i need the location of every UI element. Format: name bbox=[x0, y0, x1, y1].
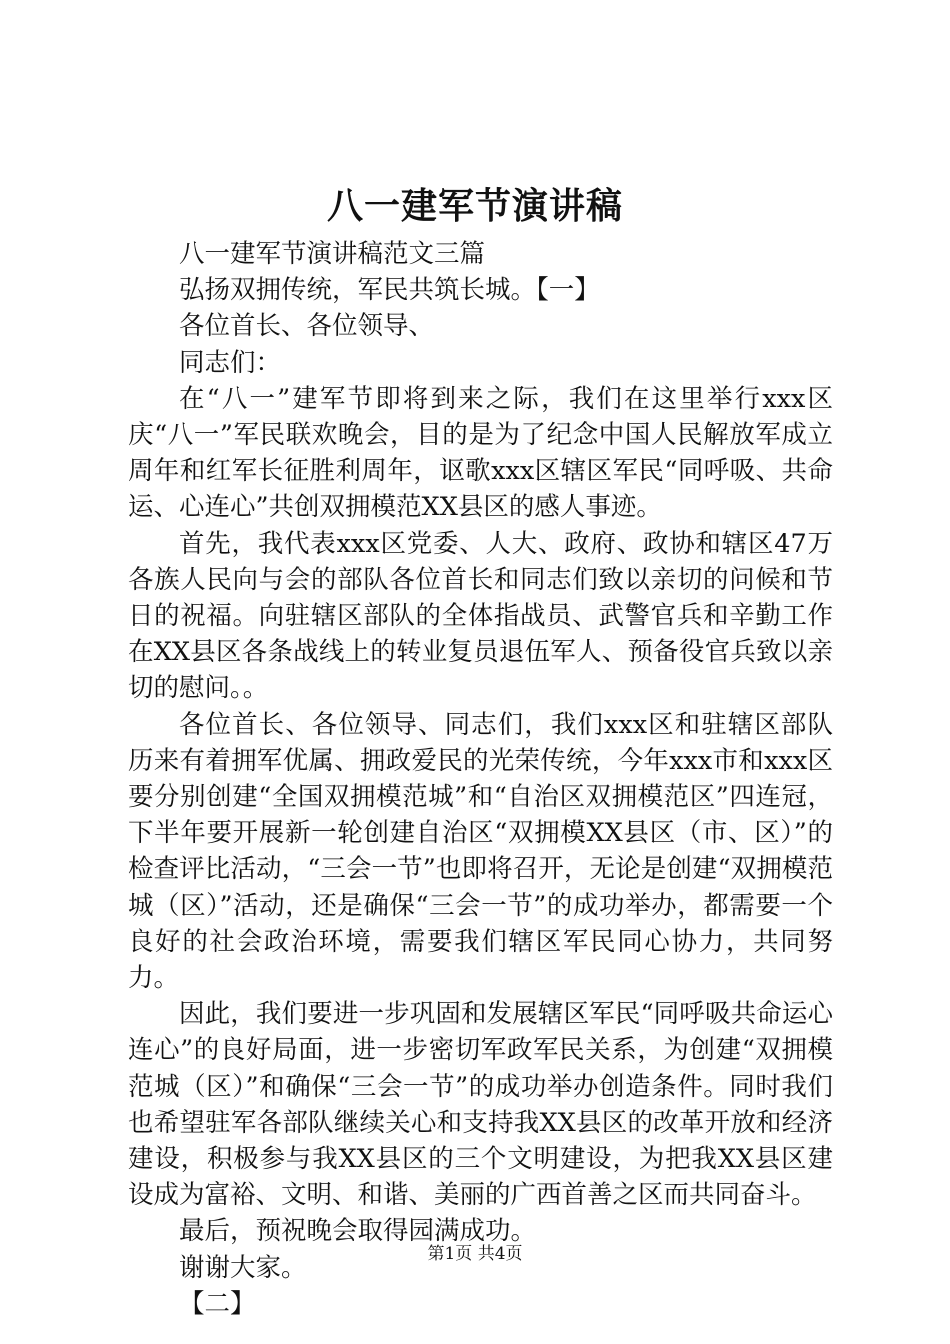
document-title: 八一建军节演讲稿 bbox=[326, 185, 623, 227]
paragraph-greetings: 首先，我代表xxx区党委、人大、政府、政协和辖区47万各族人民向与会的部队各位首长和同志们致以亲切的问候和节日的祝福。向驻辖区部队的全体指战员、武警官兵和辛勤工作在XX县区各条战线上的转业复员退伍军人、预备役官兵致以亲切的慰问。。 bbox=[128, 528, 833, 704]
paragraph-salutation-leaders: 各位首长、各位领导、 bbox=[179, 311, 435, 342]
paragraph-theme: 弘扬双拥传统，军民共筑长城。【一】 bbox=[179, 275, 600, 306]
page-number-footer: 第1页 共4页 bbox=[427, 1244, 523, 1264]
paragraph-section-two-marker: 【二】 bbox=[179, 1288, 256, 1319]
paragraph-subtitle: 八一建军节演讲稿范文三篇 bbox=[179, 239, 486, 269]
paragraph-salutation-comrades: 同志们： bbox=[179, 347, 282, 378]
paragraph-call-to-action: 因此，我们要进一步巩固和发展辖区军民“同呼吸共命运心连心”的良好局面，进一步密切军政军民关系，为创建“双拥模范城（区）”和确保“三会一节”的成功举办创造条件。同时我们也希望驻军各部队继续关心和支持我XX县区的改革开放和经济建设，积极参与我XX县区的三个文明建设，为把我XX县区建设成为富裕、文明、和谐、美丽的广西首善之区而共同奋斗。 bbox=[128, 999, 833, 1211]
paragraph-thanks: 谢谢大家。 bbox=[179, 1252, 307, 1283]
document-body bbox=[128, 236, 833, 1322]
paragraph-closing-wish: 最后，预祝晚会取得园满成功。 bbox=[179, 1216, 537, 1247]
paragraph-tradition: 各位首长、各位领导、同志们，我们xxx区和驻辖区部队历来有着拥军优属、拥政爱民的光荣传统，今年xxx市和xxx区要分别创建“全国双拥模范城”和“自治区双拥模范区”四连冠，下半年要开展新一轮创建自治区“双拥模XX县区（市、区）”的检查评比活动，“三会一节”也即将召开，无论是创建“双拥模范城（区）”活动，还是确保“三会一节”的成功举办，都需要一个良好的社会政治环境，需要我们辖区军民同心协力，共同努力。 bbox=[128, 709, 833, 994]
paragraph-opening: 在“八一”建军节即将到来之际，我们在这里举行xxx区庆“八一”军民联欢晚会，目的是为了纪念中国人民解放军成立周年和红军长征胜利周年，讴歌xxx区辖区军民“同呼吸、共命运、心连心”共创双拥模范XX县区的感人事迹。 bbox=[128, 383, 833, 523]
